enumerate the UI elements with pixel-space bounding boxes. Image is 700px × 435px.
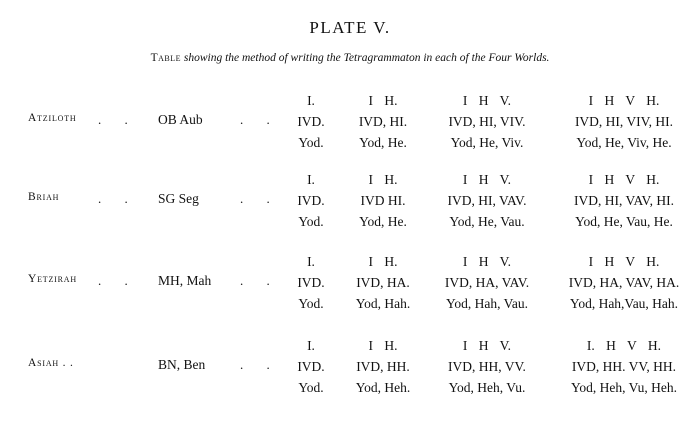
table-cell: I H V. <box>462 172 512 187</box>
letters-row <box>0 338 700 358</box>
leader-dots: . . <box>240 112 280 127</box>
table-cell: Yod, Heh. <box>355 380 411 395</box>
leader-dots: . . <box>98 273 138 288</box>
leader-dots: . . <box>98 191 138 206</box>
table-cell: I H. <box>368 338 398 353</box>
names-row <box>0 214 700 234</box>
names-row <box>0 296 700 316</box>
table-cell: IVD. <box>297 359 325 374</box>
table-cell: IVD, HH. <box>356 359 410 374</box>
spelled-row <box>0 359 700 379</box>
spelling-name: MH, Mah <box>158 273 212 288</box>
spelling-name: SG Seg <box>158 191 199 206</box>
table-cell: Yod, He, Vau, He. <box>575 214 673 229</box>
leader-dots: . . <box>240 357 280 372</box>
table-cell: Yod, Hah, Vau. <box>445 296 528 311</box>
table-cell: I H V. <box>462 254 512 269</box>
world-block <box>0 93 700 159</box>
spelled-row <box>0 275 700 295</box>
world-block <box>0 254 700 320</box>
table-cell: Yod, He. <box>359 214 407 229</box>
table-cell: Yod, He, Viv, He. <box>576 135 672 150</box>
table-cell: Yod. <box>298 135 324 150</box>
leader-dots: . . <box>98 112 138 127</box>
table-cell: Yod, He, Viv. <box>450 135 524 150</box>
table-cell: Yod, He. <box>359 135 407 150</box>
caption-text: showing the method of writing the Tetragrammaton in each of the Four Worlds. <box>180 52 550 64</box>
table-cell: IVD. <box>297 275 325 290</box>
table-cell: IVD, HI. <box>358 114 408 129</box>
letters-row <box>0 172 700 192</box>
table-cell: Yod, He, Vau. <box>449 214 525 229</box>
world-name: Yetzirah <box>28 273 77 285</box>
table-cell: Yod. <box>298 380 324 395</box>
world-block <box>0 338 700 404</box>
table-caption <box>0 52 700 64</box>
table-cell: Yod, Heh, Vu. <box>448 380 526 395</box>
table-cell: I H. <box>368 93 398 108</box>
table-cell: IVD, HI, VAV, HI. <box>574 193 674 208</box>
letters-row <box>0 93 700 113</box>
table-cell: IVD, HA. <box>356 275 410 290</box>
table-cell: I H V H. <box>588 93 660 108</box>
table-cell: IVD, HA, VAV, HA. <box>568 275 680 290</box>
letters-row <box>0 254 700 274</box>
table-cell: I. <box>307 93 315 108</box>
table-cell: IVD. <box>297 193 325 208</box>
spelling-name: OB Aub <box>158 112 203 127</box>
table-cell: IVD, HH, VV. <box>448 359 526 374</box>
table-cell: Yod. <box>298 296 324 311</box>
table-cell: I H V H. <box>588 172 660 187</box>
table-cell: IVD, HA, VAV. <box>444 275 530 290</box>
world-name: Atziloth <box>28 112 77 124</box>
table-cell: I. <box>307 254 315 269</box>
world-name: Asiah . . <box>28 357 74 369</box>
spelled-row <box>0 193 700 213</box>
table-cell: I. <box>307 338 315 353</box>
table-cell: Yod, Hah. <box>355 296 411 311</box>
table-cell: Yod. <box>298 214 324 229</box>
spelled-row <box>0 114 700 134</box>
table-cell: I H. <box>368 172 398 187</box>
world-name: Briah <box>28 191 60 203</box>
table-cell: IVD, HI, VIV. <box>448 114 526 129</box>
table-cell: Yod, Heh, Vu, Heh. <box>571 380 677 395</box>
table-cell: IVD, HI, VIV, HI. <box>574 114 674 129</box>
table-cell: I H. <box>368 254 398 269</box>
spelling-name: BN, Ben <box>158 357 206 372</box>
table-cell: IVD HI. <box>360 193 406 208</box>
leader-dots: . . <box>240 273 280 288</box>
names-row <box>0 135 700 155</box>
table-cell: Yod, Hah,Vau, Hah. <box>569 296 679 311</box>
table-cell: I H V. <box>462 338 512 353</box>
table-cell: I H V H. <box>588 254 660 269</box>
table-cell: I H V. <box>462 93 512 108</box>
world-block <box>0 172 700 238</box>
table-cell: IVD, HI, VAV. <box>447 193 527 208</box>
table-cell: IVD, HH. VV, HH. <box>571 359 677 374</box>
plate-title: PLATE V. <box>309 18 391 37</box>
table-cell: I. <box>307 172 315 187</box>
table-cell: I. H V H. <box>586 338 662 353</box>
leader-dots: . . <box>240 191 280 206</box>
caption-lead: Table <box>150 52 181 64</box>
table-cell: IVD. <box>297 114 325 129</box>
names-row <box>0 380 700 400</box>
